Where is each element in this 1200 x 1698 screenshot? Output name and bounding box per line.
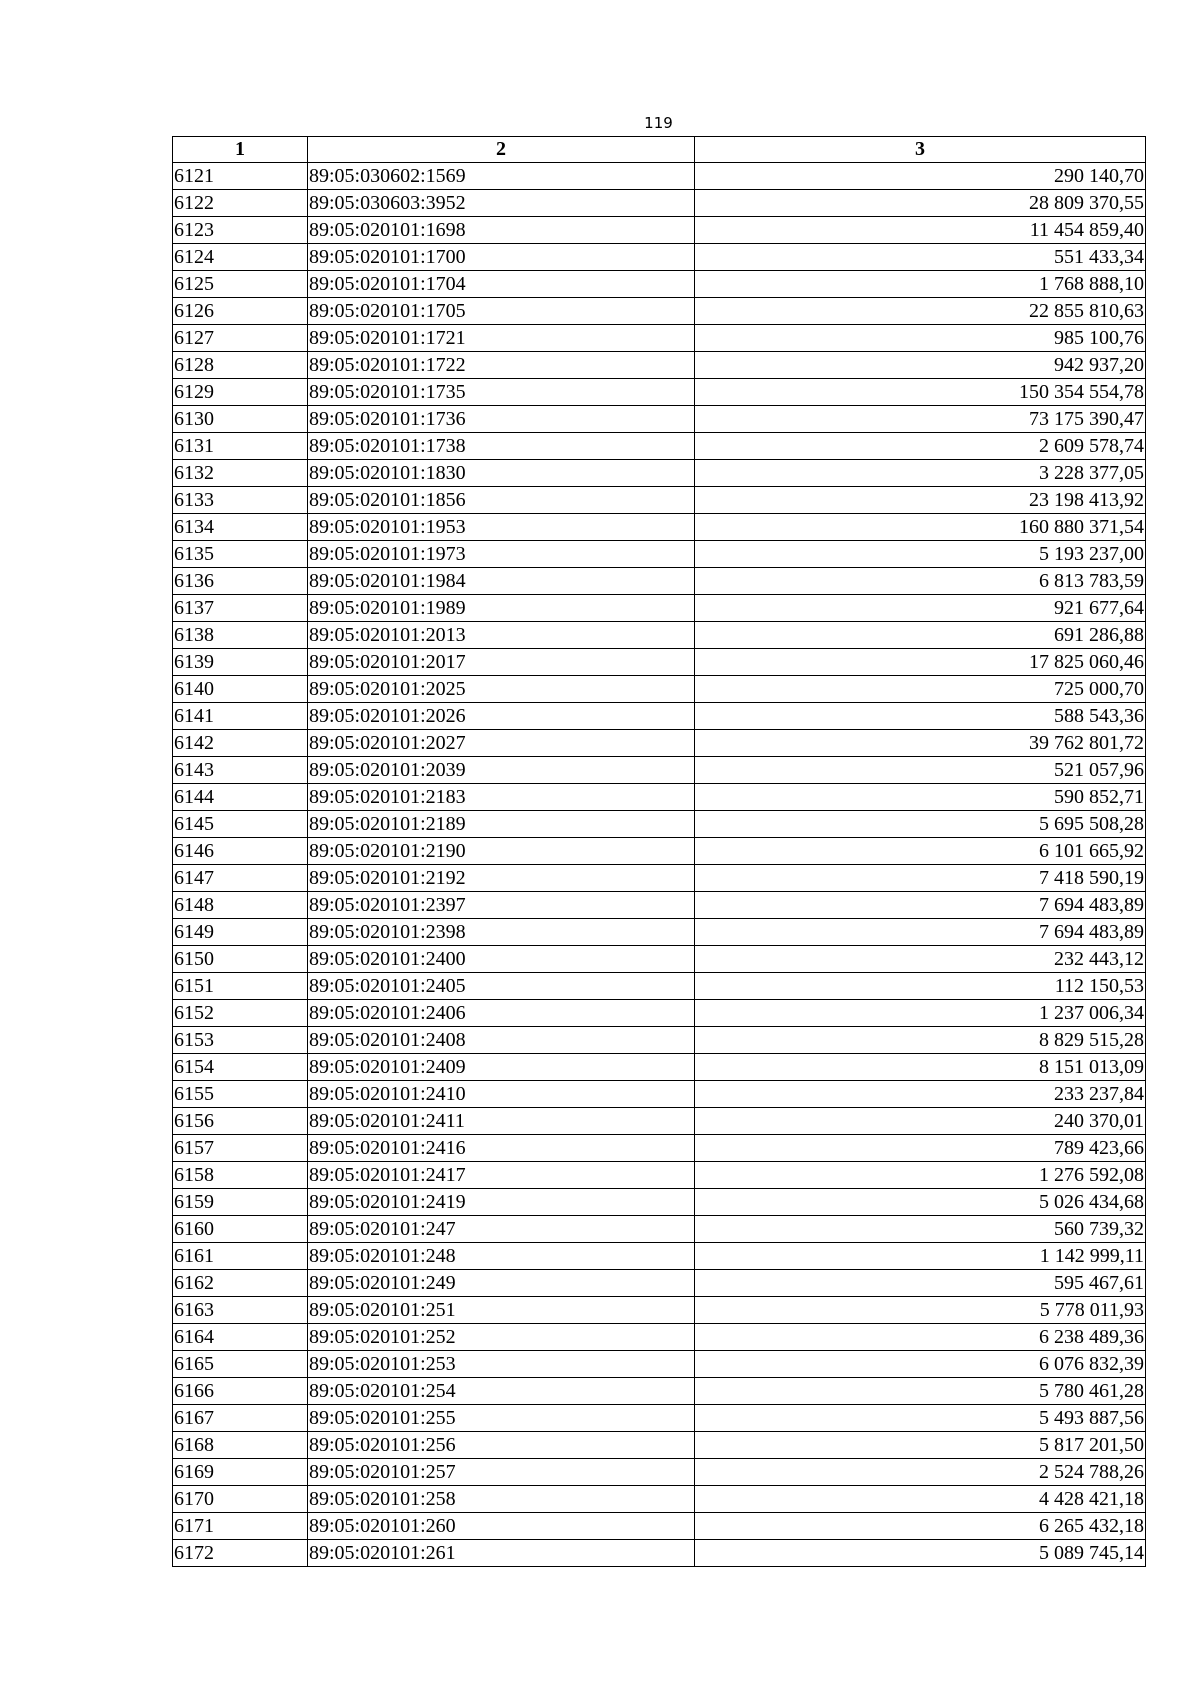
table-row (173, 1243, 1146, 1270)
row-number-cell: 6170 (173, 1486, 308, 1513)
value-cell: 5 778 011,93 (695, 1297, 1146, 1324)
row-number-cell: 6150 (173, 946, 308, 973)
value-cell: 23 198 413,92 (695, 487, 1146, 514)
table-row (173, 1216, 1146, 1243)
value-cell: 5 493 887,56 (695, 1405, 1146, 1432)
table-row (173, 325, 1146, 352)
value-cell: 8 151 013,09 (695, 1054, 1146, 1081)
row-number-cell: 6162 (173, 1270, 308, 1297)
table-row (173, 757, 1146, 784)
table-row (173, 595, 1146, 622)
value-cell: 6 265 432,18 (695, 1513, 1146, 1540)
value-cell: 1 276 592,08 (695, 1162, 1146, 1189)
cadastral-number-cell: 89:05:020101:2398 (308, 919, 695, 946)
row-number-cell: 6153 (173, 1027, 308, 1054)
cadastral-number-cell: 89:05:020101:260 (308, 1513, 695, 1540)
value-cell: 5 193 237,00 (695, 541, 1146, 568)
cadastral-number-cell: 89:05:020101:2039 (308, 757, 695, 784)
value-cell: 73 175 390,47 (695, 406, 1146, 433)
value-cell: 1 237 006,34 (695, 1000, 1146, 1027)
table-row (173, 568, 1146, 595)
value-cell: 112 150,53 (695, 973, 1146, 1000)
column-header-1: 1 (173, 137, 308, 163)
table-row (173, 352, 1146, 379)
table-row (173, 622, 1146, 649)
cadastral-number-cell: 89:05:030603:3952 (308, 190, 695, 217)
cadastral-number-cell: 89:05:020101:2417 (308, 1162, 695, 1189)
value-cell: 921 677,64 (695, 595, 1146, 622)
value-cell: 789 423,66 (695, 1135, 1146, 1162)
row-number-cell: 6137 (173, 595, 308, 622)
row-number-cell: 6122 (173, 190, 308, 217)
table-row (173, 1162, 1146, 1189)
cadastral-number-cell: 89:05:020101:1830 (308, 460, 695, 487)
value-cell: 590 852,71 (695, 784, 1146, 811)
table-row (173, 730, 1146, 757)
value-cell: 240 370,01 (695, 1108, 1146, 1135)
value-cell: 5 695 508,28 (695, 811, 1146, 838)
row-number-cell: 6158 (173, 1162, 308, 1189)
row-number-cell: 6167 (173, 1405, 308, 1432)
table-row (173, 649, 1146, 676)
table-row (173, 433, 1146, 460)
column-header-2: 2 (308, 137, 695, 163)
value-cell: 5 817 201,50 (695, 1432, 1146, 1459)
cadastral-number-cell: 89:05:020101:1738 (308, 433, 695, 460)
table-row (173, 1135, 1146, 1162)
value-cell: 150 354 554,78 (695, 379, 1146, 406)
row-number-cell: 6154 (173, 1054, 308, 1081)
table-row (173, 1351, 1146, 1378)
table-row (173, 1000, 1146, 1027)
row-number-cell: 6138 (173, 622, 308, 649)
cadastral-number-cell: 89:05:020101:1856 (308, 487, 695, 514)
table-row (173, 1378, 1146, 1405)
row-number-cell: 6171 (173, 1513, 308, 1540)
cadastral-number-cell: 89:05:020101:1973 (308, 541, 695, 568)
row-number-cell: 6143 (173, 757, 308, 784)
row-number-cell: 6148 (173, 892, 308, 919)
cadastral-number-cell: 89:05:020101:2410 (308, 1081, 695, 1108)
table-body (173, 163, 1146, 1567)
value-cell: 39 762 801,72 (695, 730, 1146, 757)
table-row (173, 919, 1146, 946)
value-cell: 725 000,70 (695, 676, 1146, 703)
cadastral-number-cell: 89:05:020101:251 (308, 1297, 695, 1324)
cadastral-number-cell: 89:05:020101:2400 (308, 946, 695, 973)
row-number-cell: 6131 (173, 433, 308, 460)
cadastral-value-table (172, 136, 1146, 1567)
row-number-cell: 6160 (173, 1216, 308, 1243)
value-cell: 6 101 665,92 (695, 838, 1146, 865)
value-cell: 17 825 060,46 (695, 649, 1146, 676)
cadastral-number-cell: 89:05:020101:2189 (308, 811, 695, 838)
row-number-cell: 6172 (173, 1540, 308, 1567)
cadastral-number-cell: 89:05:020101:1705 (308, 298, 695, 325)
table-row (173, 298, 1146, 325)
value-cell: 11 454 859,40 (695, 217, 1146, 244)
value-cell: 691 286,88 (695, 622, 1146, 649)
table-row (173, 1189, 1146, 1216)
value-cell: 985 100,76 (695, 325, 1146, 352)
cadastral-number-cell: 89:05:020101:2409 (308, 1054, 695, 1081)
table-row (173, 460, 1146, 487)
table-row (173, 1108, 1146, 1135)
cadastral-number-cell: 89:05:020101:2411 (308, 1108, 695, 1135)
table-row (173, 541, 1146, 568)
cadastral-number-cell: 89:05:020101:2397 (308, 892, 695, 919)
table-row (173, 271, 1146, 298)
table-row (173, 838, 1146, 865)
row-number-cell: 6141 (173, 703, 308, 730)
cadastral-number-cell: 89:05:020101:2013 (308, 622, 695, 649)
table-row (173, 244, 1146, 271)
row-number-cell: 6165 (173, 1351, 308, 1378)
value-cell: 560 739,32 (695, 1216, 1146, 1243)
table-row (173, 865, 1146, 892)
table-row (173, 1270, 1146, 1297)
table-row (173, 514, 1146, 541)
table-row (173, 784, 1146, 811)
table-header-row (173, 137, 1146, 163)
row-number-cell: 6164 (173, 1324, 308, 1351)
row-number-cell: 6139 (173, 649, 308, 676)
table-row (173, 406, 1146, 433)
cadastral-number-cell: 89:05:020101:248 (308, 1243, 695, 1270)
value-cell: 521 057,96 (695, 757, 1146, 784)
cadastral-number-cell: 89:05:020101:256 (308, 1432, 695, 1459)
cadastral-number-cell: 89:05:020101:2025 (308, 676, 695, 703)
row-number-cell: 6155 (173, 1081, 308, 1108)
table-row (173, 487, 1146, 514)
row-number-cell: 6144 (173, 784, 308, 811)
row-number-cell: 6140 (173, 676, 308, 703)
cadastral-number-cell: 89:05:020101:247 (308, 1216, 695, 1243)
row-number-cell: 6166 (173, 1378, 308, 1405)
row-number-cell: 6156 (173, 1108, 308, 1135)
value-cell: 7 694 483,89 (695, 892, 1146, 919)
table-row (173, 1405, 1146, 1432)
cadastral-number-cell: 89:05:020101:1989 (308, 595, 695, 622)
value-cell: 290 140,70 (695, 163, 1146, 190)
cadastral-number-cell: 89:05:020101:1735 (308, 379, 695, 406)
row-number-cell: 6159 (173, 1189, 308, 1216)
table-row (173, 1432, 1146, 1459)
cadastral-number-cell: 89:05:020101:253 (308, 1351, 695, 1378)
value-cell: 160 880 371,54 (695, 514, 1146, 541)
cadastral-number-cell: 89:05:020101:1736 (308, 406, 695, 433)
cadastral-number-cell: 89:05:020101:2419 (308, 1189, 695, 1216)
row-number-cell: 6134 (173, 514, 308, 541)
cadastral-number-cell: 89:05:020101:252 (308, 1324, 695, 1351)
cadastral-number-cell: 89:05:020101:1984 (308, 568, 695, 595)
table-row (173, 1081, 1146, 1108)
cadastral-number-cell: 89:05:020101:2190 (308, 838, 695, 865)
row-number-cell: 6145 (173, 811, 308, 838)
table-row (173, 1540, 1146, 1567)
cadastral-number-cell: 89:05:020101:2017 (308, 649, 695, 676)
value-cell: 942 937,20 (695, 352, 1146, 379)
table-row (173, 1054, 1146, 1081)
cadastral-number-cell: 89:05:020101:2416 (308, 1135, 695, 1162)
cadastral-number-cell: 89:05:020101:2405 (308, 973, 695, 1000)
cadastral-number-cell: 89:05:020101:2027 (308, 730, 695, 757)
value-cell: 232 443,12 (695, 946, 1146, 973)
row-number-cell: 6126 (173, 298, 308, 325)
row-number-cell: 6157 (173, 1135, 308, 1162)
cadastral-number-cell: 89:05:020101:257 (308, 1459, 695, 1486)
value-cell: 1 142 999,11 (695, 1243, 1146, 1270)
table-row (173, 811, 1146, 838)
row-number-cell: 6161 (173, 1243, 308, 1270)
row-number-cell: 6152 (173, 1000, 308, 1027)
value-cell: 588 543,36 (695, 703, 1146, 730)
row-number-cell: 6127 (173, 325, 308, 352)
value-cell: 6 238 489,36 (695, 1324, 1146, 1351)
column-header-3: 3 (695, 137, 1146, 163)
cadastral-number-cell: 89:05:020101:1698 (308, 217, 695, 244)
table-row (173, 1459, 1146, 1486)
cadastral-number-cell: 89:05:020101:2192 (308, 865, 695, 892)
table-row (173, 973, 1146, 1000)
row-number-cell: 6163 (173, 1297, 308, 1324)
cadastral-number-cell: 89:05:020101:1704 (308, 271, 695, 298)
row-number-cell: 6121 (173, 163, 308, 190)
cadastral-number-cell: 89:05:020101:2183 (308, 784, 695, 811)
row-number-cell: 6146 (173, 838, 308, 865)
value-cell: 2 609 578,74 (695, 433, 1146, 460)
table-row (173, 1297, 1146, 1324)
table-row (173, 946, 1146, 973)
row-number-cell: 6123 (173, 217, 308, 244)
cadastral-number-cell: 89:05:020101:2026 (308, 703, 695, 730)
row-number-cell: 6130 (173, 406, 308, 433)
value-cell: 5 026 434,68 (695, 1189, 1146, 1216)
cadastral-number-cell: 89:05:020101:255 (308, 1405, 695, 1432)
row-number-cell: 6149 (173, 919, 308, 946)
value-cell: 8 829 515,28 (695, 1027, 1146, 1054)
cadastral-number-cell: 89:05:020101:1700 (308, 244, 695, 271)
cadastral-number-cell: 89:05:020101:249 (308, 1270, 695, 1297)
row-number-cell: 6129 (173, 379, 308, 406)
cadastral-number-cell: 89:05:020101:258 (308, 1486, 695, 1513)
table-row (173, 1513, 1146, 1540)
table-row (173, 703, 1146, 730)
value-cell: 2 524 788,26 (695, 1459, 1146, 1486)
value-cell: 7 694 483,89 (695, 919, 1146, 946)
cadastral-number-cell: 89:05:020101:2406 (308, 1000, 695, 1027)
cadastral-number-cell: 89:05:020101:1721 (308, 325, 695, 352)
table-row (173, 1486, 1146, 1513)
value-cell: 22 855 810,63 (695, 298, 1146, 325)
table-row (173, 676, 1146, 703)
cadastral-number-cell: 89:05:020101:1953 (308, 514, 695, 541)
cadastral-number-cell: 89:05:020101:261 (308, 1540, 695, 1567)
value-cell: 7 418 590,19 (695, 865, 1146, 892)
row-number-cell: 6147 (173, 865, 308, 892)
row-number-cell: 6125 (173, 271, 308, 298)
cadastral-number-cell: 89:05:030602:1569 (308, 163, 695, 190)
table-row (173, 1027, 1146, 1054)
table-row (173, 217, 1146, 244)
row-number-cell: 6168 (173, 1432, 308, 1459)
cadastral-number-cell: 89:05:020101:2408 (308, 1027, 695, 1054)
row-number-cell: 6142 (173, 730, 308, 757)
value-cell: 3 228 377,05 (695, 460, 1146, 487)
row-number-cell: 6169 (173, 1459, 308, 1486)
cadastral-number-cell: 89:05:020101:1722 (308, 352, 695, 379)
table-row (173, 190, 1146, 217)
row-number-cell: 6133 (173, 487, 308, 514)
table-row (173, 892, 1146, 919)
table-row (173, 379, 1146, 406)
row-number-cell: 6135 (173, 541, 308, 568)
value-cell: 5 089 745,14 (695, 1540, 1146, 1567)
value-cell: 233 237,84 (695, 1081, 1146, 1108)
row-number-cell: 6124 (173, 244, 308, 271)
value-cell: 595 467,61 (695, 1270, 1146, 1297)
row-number-cell: 6136 (173, 568, 308, 595)
value-cell: 551 433,34 (695, 244, 1146, 271)
value-cell: 4 428 421,18 (695, 1486, 1146, 1513)
table-row (173, 1324, 1146, 1351)
page-number: 119 (644, 114, 673, 132)
row-number-cell: 6132 (173, 460, 308, 487)
value-cell: 1 768 888,10 (695, 271, 1146, 298)
value-cell: 6 813 783,59 (695, 568, 1146, 595)
row-number-cell: 6151 (173, 973, 308, 1000)
cadastral-number-cell: 89:05:020101:254 (308, 1378, 695, 1405)
value-cell: 5 780 461,28 (695, 1378, 1146, 1405)
table-row (173, 163, 1146, 190)
value-cell: 6 076 832,39 (695, 1351, 1146, 1378)
row-number-cell: 6128 (173, 352, 308, 379)
value-cell: 28 809 370,55 (695, 190, 1146, 217)
